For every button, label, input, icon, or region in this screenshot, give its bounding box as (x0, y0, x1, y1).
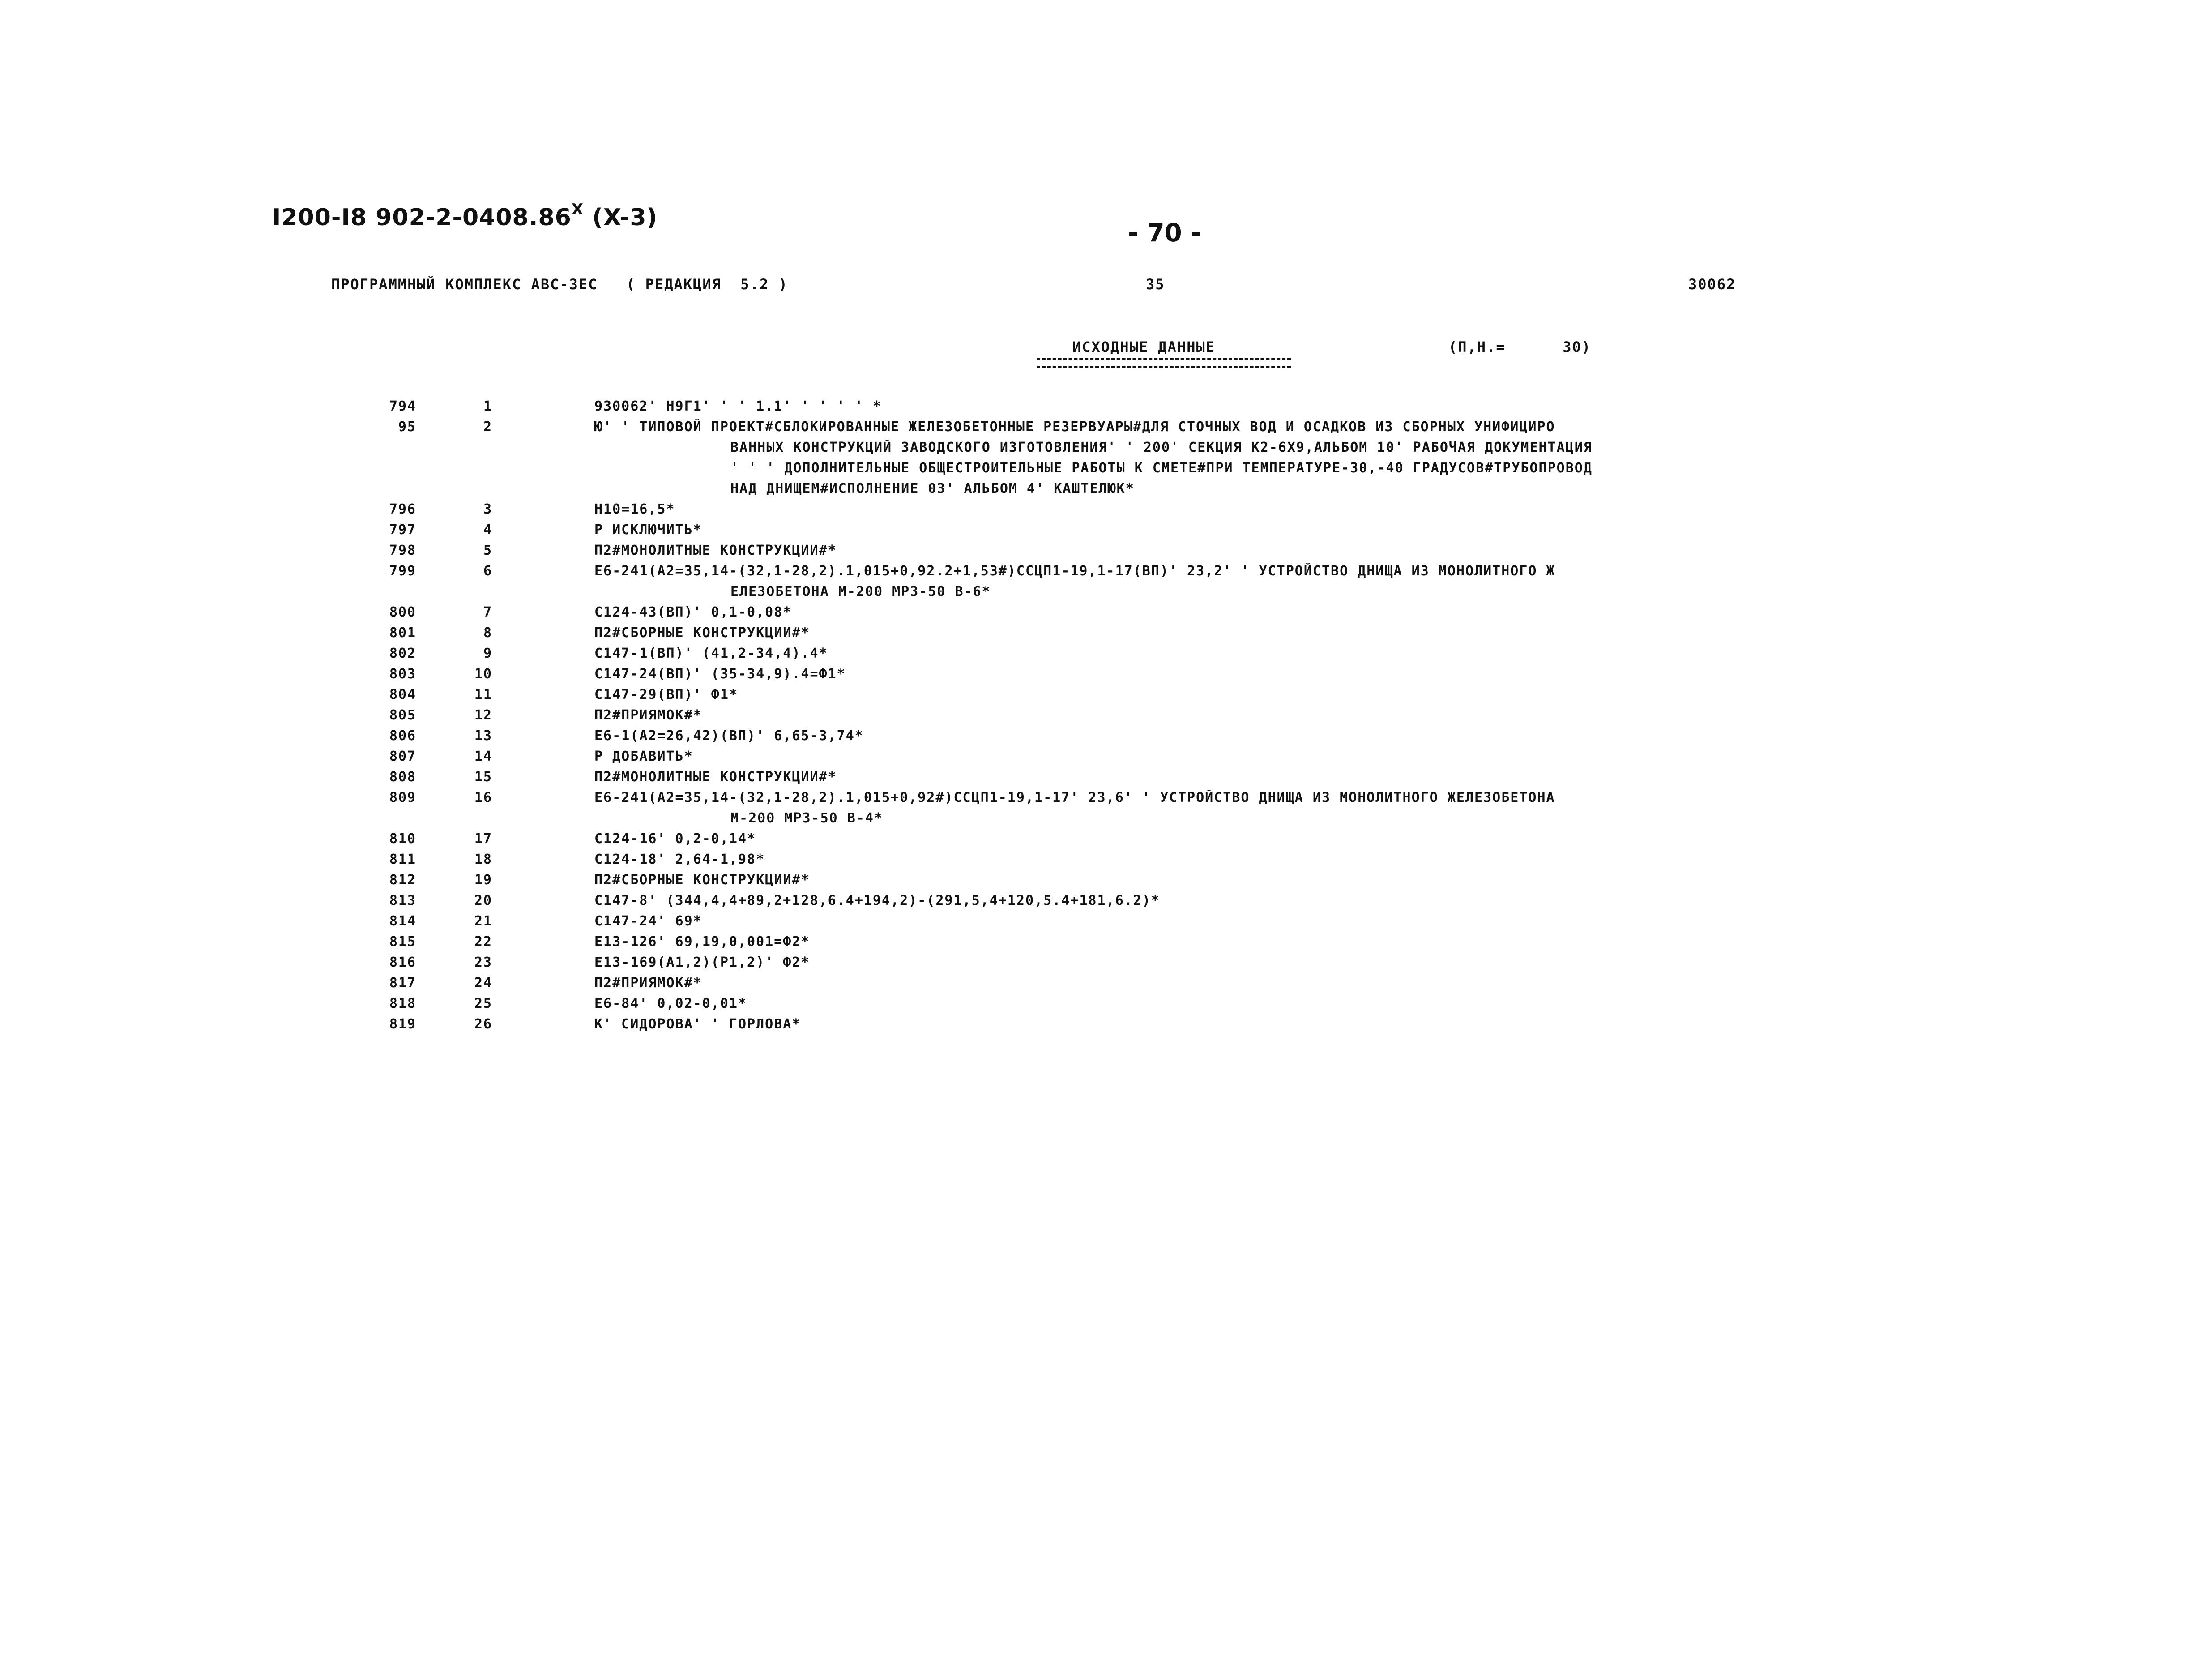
row-text: Е6-241(А2=35,14-(32,1-28,2).1,015+0,92.2+1,53#)ССЦП1-19,1-17(ВП)' 23,2' ' УСТРОЙСТВО ДНИЩА ИЗ МОНОЛИТНОГО Ж (594, 563, 1555, 579)
row-text: ЕЛЕЗОБЕТОНА М-200 МРЗ-50 В-6* (730, 584, 991, 600)
row-text: С147-24' 69* (594, 913, 702, 929)
listing-continuation-line (0, 584, 2212, 604)
row-line-number: 818 (389, 996, 416, 1011)
row-sequence-number: 19 (474, 872, 492, 888)
row-text: С124-16' 0,2-0,14* (594, 831, 756, 847)
listing-row (0, 769, 2212, 790)
row-line-number: 802 (389, 646, 416, 661)
listing-row (0, 934, 2212, 955)
row-text: ' ' ' ДОПОЛНИТЕЛЬНЫЕ ОБЩЕСТРОИТЕЛЬНЫЕ РАБОТЫ К СМЕТЕ#ПРИ ТЕМПЕРАТУРЕ-30,-40 ГРАДУСОВ#ТРУБОПРОВОД (730, 460, 1593, 476)
listing-row (0, 913, 2212, 934)
row-sequence-number: 10 (474, 666, 492, 682)
row-sequence-number: 11 (474, 687, 492, 702)
row-line-number: 794 (389, 398, 416, 414)
row-sequence-number: 5 (483, 543, 492, 558)
listing-continuation-line (0, 481, 2212, 501)
listing-row (0, 893, 2212, 913)
row-sequence-number: 4 (483, 522, 492, 538)
row-line-number: 804 (389, 687, 416, 702)
row-sequence-number: 12 (474, 707, 492, 723)
row-sequence-number: 16 (474, 790, 492, 805)
row-line-number: 817 (389, 975, 416, 991)
listing-row (0, 646, 2212, 666)
row-sequence-number: 21 (474, 913, 492, 929)
row-sequence-number: 25 (474, 996, 492, 1011)
listing-row (0, 604, 2212, 625)
row-line-number: 800 (389, 604, 416, 620)
listing-row (0, 1016, 2212, 1037)
document-code-superscript: X (571, 201, 584, 218)
row-sequence-number: 26 (474, 1016, 492, 1032)
listing-row (0, 872, 2212, 893)
listing-row (0, 749, 2212, 769)
listing-continuation-line (0, 810, 2212, 831)
job-number: 30062 (1688, 276, 1736, 293)
listing-row (0, 543, 2212, 563)
row-text: С147-24(ВП)' (35-34,9).4=Ф1* (594, 666, 846, 682)
row-text: П2#ПРИЯМОК#* (594, 975, 702, 991)
row-sequence-number: 23 (474, 955, 492, 970)
listing-continuation-line (0, 440, 2212, 460)
program-name: ПРОГРАММНЫЙ КОМПЛЕКС АВС-3ЕС ( РЕДАКЦИЯ 5.2 ) (331, 276, 788, 293)
row-sequence-number: 20 (474, 893, 492, 908)
listing-row (0, 501, 2212, 522)
listing-row (0, 625, 2212, 646)
listing-row (0, 398, 2212, 419)
listing-continuation-line (0, 460, 2212, 481)
row-sequence-number: 24 (474, 975, 492, 991)
row-sequence-number: 22 (474, 934, 492, 950)
row-sequence-number: 17 (474, 831, 492, 847)
listing-row (0, 707, 2212, 728)
sheet-number: 35 (1146, 276, 1165, 293)
row-line-number: 801 (389, 625, 416, 641)
row-text: С147-29(ВП)' Ф1* (594, 687, 738, 702)
listing-row (0, 790, 2212, 810)
row-line-number: 805 (389, 707, 416, 723)
page-number: - 70 - (1128, 218, 1201, 248)
row-line-number: 807 (389, 749, 416, 764)
row-text: Е6-1(А2=26,42)(ВП)' 6,65-3,74* (594, 728, 864, 744)
listing-row (0, 666, 2212, 687)
row-text: С147-1(ВП)' (41,2-34,4).4* (594, 646, 828, 661)
row-line-number: 798 (389, 543, 416, 558)
row-line-number: 811 (389, 852, 416, 867)
row-line-number: 799 (389, 563, 416, 579)
row-line-number: 808 (389, 769, 416, 785)
section-title: ИСХОДНЫЕ ДАННЫЕ (1072, 338, 1215, 355)
row-sequence-number: 9 (483, 646, 492, 661)
row-sequence-number: 7 (483, 604, 492, 620)
listing-row (0, 955, 2212, 975)
row-line-number: 95 (398, 419, 416, 435)
row-text: НАД ДНИЩЕМ#ИСПОЛНЕНИЕ 03' АЛЬБОМ 4' КАШТЕЛЮК* (730, 481, 1135, 497)
row-sequence-number: 13 (474, 728, 492, 744)
listing-row (0, 687, 2212, 707)
row-line-number: 812 (389, 872, 416, 888)
row-line-number: 806 (389, 728, 416, 744)
row-sequence-number: 6 (483, 563, 492, 579)
listing-row (0, 728, 2212, 749)
row-line-number: 816 (389, 955, 416, 970)
row-sequence-number: 14 (474, 749, 492, 764)
row-text: Р ДОБАВИТЬ* (594, 749, 693, 764)
row-sequence-number: 1 (483, 398, 492, 414)
listing-row (0, 563, 2212, 584)
row-text: Н10=16,5* (594, 501, 675, 517)
section-parameter: (П,Н.= 30) (1448, 338, 1591, 355)
listing-row (0, 522, 2212, 543)
row-text: П2#ПРИЯМОК#* (594, 707, 702, 723)
row-text: К' СИДОРОВА' ' ГОРЛОВА* (594, 1016, 801, 1032)
row-sequence-number: 18 (474, 852, 492, 867)
listing-row (0, 975, 2212, 996)
row-line-number: 815 (389, 934, 416, 950)
row-line-number: 810 (389, 831, 416, 847)
row-text: П2#МОНОЛИТНЫЕ КОНСТРУКЦИИ#* (594, 543, 837, 558)
row-text: П2#СБОРНЫЕ КОНСТРУКЦИИ#* (594, 872, 810, 888)
row-text: П2#СБОРНЫЕ КОНСТРУКЦИИ#* (594, 625, 810, 641)
section-title-underline (1037, 358, 1291, 368)
row-line-number: 813 (389, 893, 416, 908)
row-line-number: 796 (389, 501, 416, 517)
document-code-suffix: (X-3) (584, 204, 658, 231)
row-sequence-number: 3 (483, 501, 492, 517)
row-line-number: 819 (389, 1016, 416, 1032)
row-line-number: 814 (389, 913, 416, 929)
document-code-stamp (272, 201, 658, 231)
row-sequence-number: 8 (483, 625, 492, 641)
row-text: С124-43(ВП)' 0,1-0,08* (594, 604, 792, 620)
row-sequence-number: 2 (483, 419, 492, 435)
row-text: М-200 МРЗ-50 В-4* (730, 810, 884, 826)
row-text: Ю' ' ТИПОВОЙ ПРОЕКТ#СБЛОКИРОВАННЫЕ ЖЕЛЕЗОБЕТОННЫЕ РЕЗЕРВУАРЫ#ДЛЯ СТОЧНЫХ ВОД И ОСАДКОВ ИЗ СБОРНЫХ УНИФИЦИРО (594, 419, 1555, 435)
row-text: 930062' Н9Г1' ' ' 1.1' ' ' ' ' * (594, 398, 882, 414)
listing-row (0, 419, 2212, 440)
listing-row (0, 852, 2212, 872)
row-text: ВАННЫХ КОНСТРУКЦИЙ ЗАВОДСКОГО ИЗГОТОВЛЕНИЯ' ' 200' СЕКЦИЯ К2-6Х9,АЛЬБОМ 10' РАБОЧАЯ ДОКУМЕНТАЦИЯ (730, 440, 1593, 455)
data-listing (0, 398, 2212, 1037)
row-line-number: 803 (389, 666, 416, 682)
row-text: Е13-169(А1,2)(Р1,2)' Ф2* (594, 955, 810, 970)
document-code: I200-I8 902-2-0408.86 (272, 204, 572, 231)
listing-row (0, 831, 2212, 852)
row-text: П2#МОНОЛИТНЫЕ КОНСТРУКЦИИ#* (594, 769, 837, 785)
row-text: С147-8' (344,4,4+89,2+128,6.4+194,2)-(291,5,4+120,5.4+181,6.2)* (594, 893, 1160, 908)
row-text: С124-18' 2,64-1,98* (594, 852, 765, 867)
row-text: Е6-84' 0,02-0,01* (594, 996, 747, 1011)
row-text: Р ИСКЛЮЧИТЬ* (594, 522, 702, 538)
row-sequence-number: 15 (474, 769, 492, 785)
row-line-number: 797 (389, 522, 416, 538)
listing-row (0, 996, 2212, 1016)
row-line-number: 809 (389, 790, 416, 805)
row-text: Е13-126' 69,19,0,001=Ф2* (594, 934, 810, 950)
row-text: Е6-241(А2=35,14-(32,1-28,2).1,015+0,92#)ССЦП1-19,1-17' 23,6' ' УСТРОЙСТВО ДНИЩА ИЗ МОНОЛИТНОГО ЖЕЛЕЗОБЕТОНА (594, 790, 1555, 805)
